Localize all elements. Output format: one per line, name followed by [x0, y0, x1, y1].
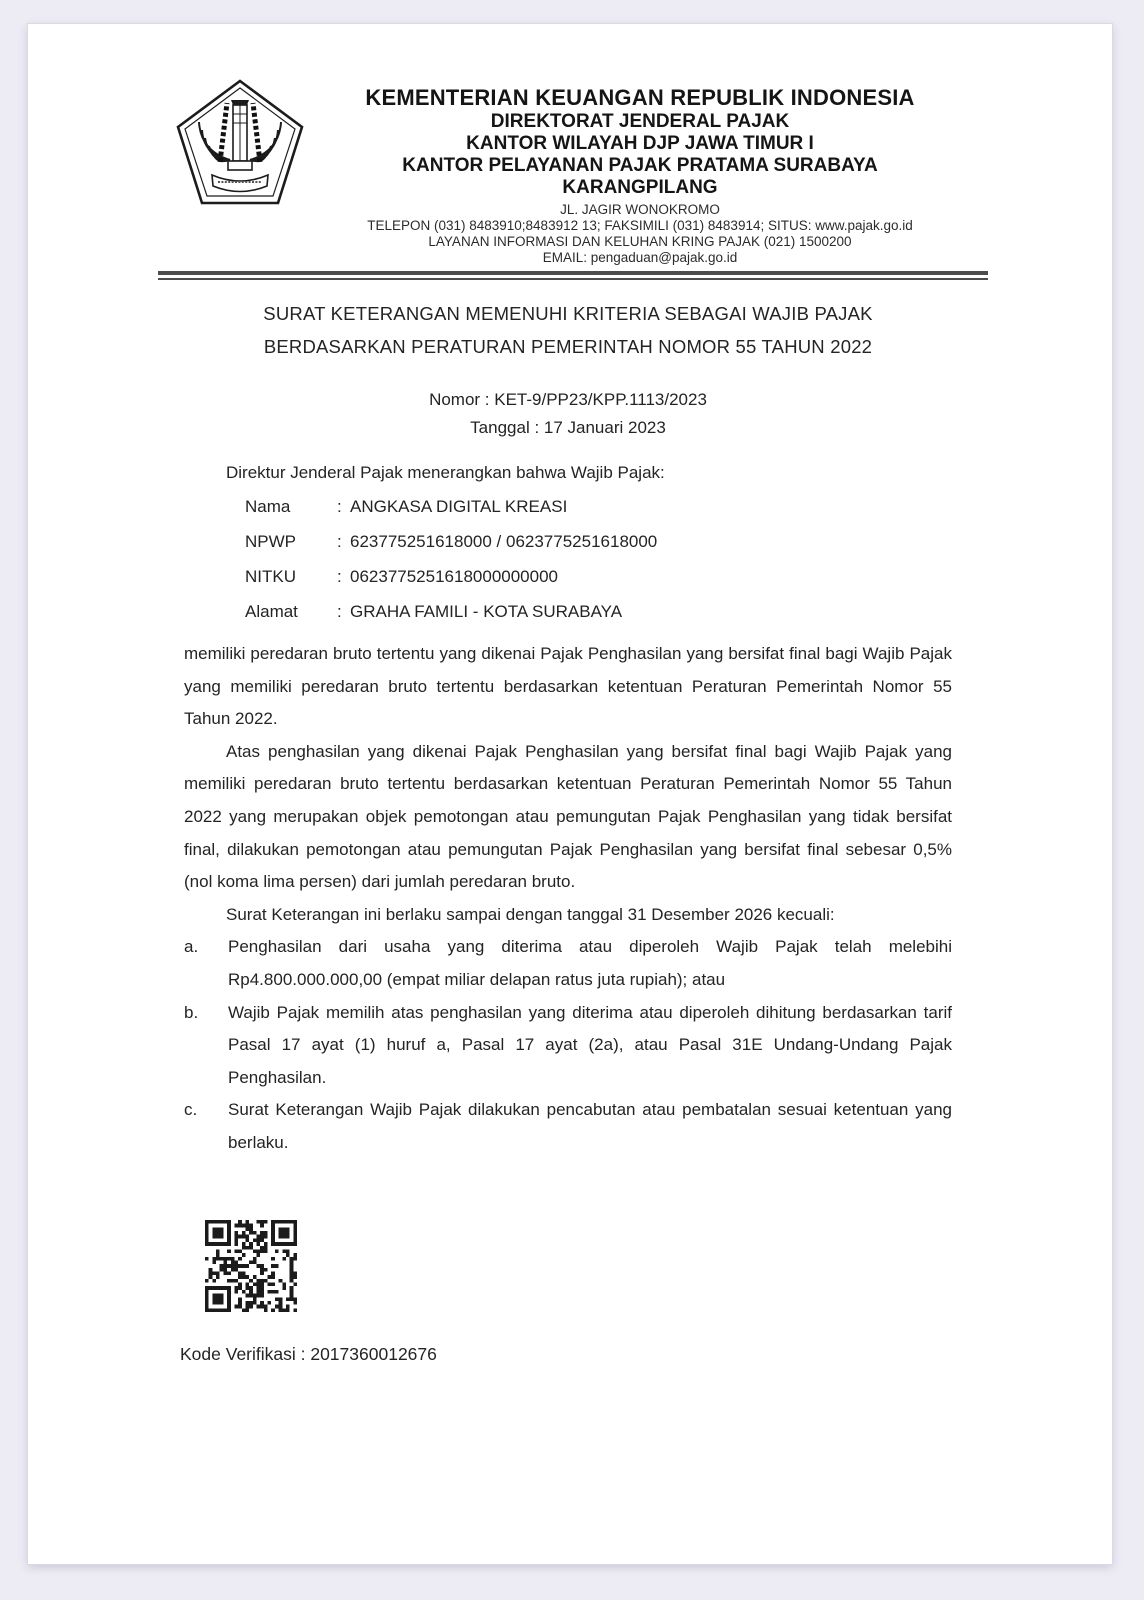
detail-colon: :: [337, 532, 342, 551]
office-email: EMAIL: pengaduan@pajak.go.id: [542, 250, 738, 265]
list-item-b: [184, 997, 952, 1095]
letterhead: [280, 84, 1000, 266]
office-address: JL. JAGIR WONOKROMO: [560, 202, 720, 217]
detail-value: ANGKASA DIGITAL KREASI: [350, 497, 568, 516]
org-name-ministry: KEMENTERIAN KEUANGAN REPUBLIK INDONESIA: [365, 85, 915, 110]
list-item-c: [184, 1094, 952, 1159]
letter-title-line2: BERDASARKAN PERATURAN PEMERINTAH NOMOR 55 TAHUN 2022: [263, 336, 873, 357]
list-text: Surat Keterangan Wajib Pajak dilakukan pencabutan atau pembatalan sesuai ketentuan yang berlaku.: [228, 1100, 952, 1152]
document-page: [28, 24, 1112, 1564]
qr-code-icon: [205, 1220, 297, 1312]
org-name-directorate: DIREKTORAT JENDERAL PAJAK: [490, 111, 790, 132]
letter-number-date: [184, 386, 952, 441]
list-text: Penghasilan dari usaha yang diterima atau diperoleh Wajib Pajak telah melebihi Rp4.800.000.000,00 (empat miliar delapan ratus juta rupiah); atau: [228, 937, 952, 989]
taxpayer-details: [184, 489, 952, 629]
detail-value: GRAHA FAMILI - KOTA SURABAYA: [350, 602, 623, 621]
detail-row-npwp: [184, 524, 952, 559]
list-marker: a.: [184, 937, 199, 957]
org-name-office: KANTOR PELAYANAN PAJAK PRATAMA SURABAYA: [402, 155, 878, 176]
letter-body: [184, 297, 952, 1160]
detail-label: NPWP: [245, 532, 296, 551]
detail-value: 623775251618000 / 0623775251618000: [350, 532, 658, 551]
letter-date: Tanggal : 17 Januari 2023: [470, 417, 666, 437]
detail-colon: :: [337, 497, 342, 516]
office-hotline: LAYANAN INFORMASI DAN KELUHAN KRING PAJAK (021) 1500200: [428, 234, 852, 249]
intro-line: Direktur Jenderal Pajak menerangkan bahwa Wajib Pajak:: [226, 463, 665, 482]
list-marker: b.: [184, 1002, 199, 1022]
detail-row-nama: [184, 489, 952, 524]
letterhead-divider: [158, 271, 988, 280]
detail-label: Alamat: [245, 602, 298, 621]
letter-paragraphs: [184, 638, 952, 931]
org-name-region: KANTOR WILAYAH DJP JAWA TIMUR I: [466, 133, 814, 154]
detail-label: Nama: [245, 497, 291, 516]
verification-code-line: Kode Verifikasi : 2017360012676: [180, 1344, 437, 1364]
detail-colon: :: [337, 602, 342, 621]
org-name-branch: KARANGPILANG: [562, 177, 718, 198]
detail-colon: :: [337, 567, 342, 586]
detail-row-nitku: [184, 559, 952, 594]
detail-label: NITKU: [245, 567, 296, 586]
letter-title-line1: SURAT KETERANGAN MEMENUHI KRITERIA SEBAGAI WAJIB PAJAK: [263, 303, 873, 324]
paragraph-1: memiliki peredaran bruto tertentu yang dikenai Pajak Penghasilan yang bersifat final bagi Wajib Pajak yang memiliki peredaran bruto tertentu berdasarkan ketentuan Peraturan Pemerintah Nomor 55 Tahun 2022.: [184, 644, 952, 729]
letter-title: [184, 297, 952, 363]
detail-row-alamat: [184, 594, 952, 629]
list-text: Wajib Pajak memilih atas penghasilan yang diterima atau diperoleh dihitung berdasarkan tarif Pasal 17 ayat (1) huruf a, Pasal 17 ayat (2a), atau Pasal 31E Undang-Undang Pajak Penghasilan.: [228, 1002, 952, 1087]
paragraph-3: Surat Keterangan ini berlaku sampai dengan tanggal 31 Desember 2026 kecuali:: [226, 904, 835, 924]
list-item-a: [184, 931, 952, 996]
letter-number: Nomor : KET-9/PP23/KPP.1113/2023: [429, 390, 707, 409]
office-phone: TELEPON (031) 8483910;8483912 13; FAKSIMILI (031) 8483914; SITUS: www.pajak.go.id: [367, 218, 913, 233]
paragraph-2: Atas penghasilan yang dikenai Pajak Penghasilan yang bersifat final bagi Wajib Pajak yang memiliki peredaran bruto tertentu berdasarkan ketentuan Peraturan Pemerintah Nomor 55 Tahun 2022 yang merupakan objek pemotongan atau pemungutan Pajak Penghasilan yang tidak bersifat final, dilakukan pemotongan atau pemungutan Pajak Penghasilan yang bersifat final sebesar 0,5% (nol koma lima persen) dari jumlah peredaran bruto.: [184, 741, 952, 892]
list-marker: c.: [184, 1100, 198, 1120]
detail-value: 0623775251618000000000: [350, 567, 559, 586]
exceptions-list: [184, 931, 952, 1159]
letterhead-contact: [280, 202, 1000, 266]
